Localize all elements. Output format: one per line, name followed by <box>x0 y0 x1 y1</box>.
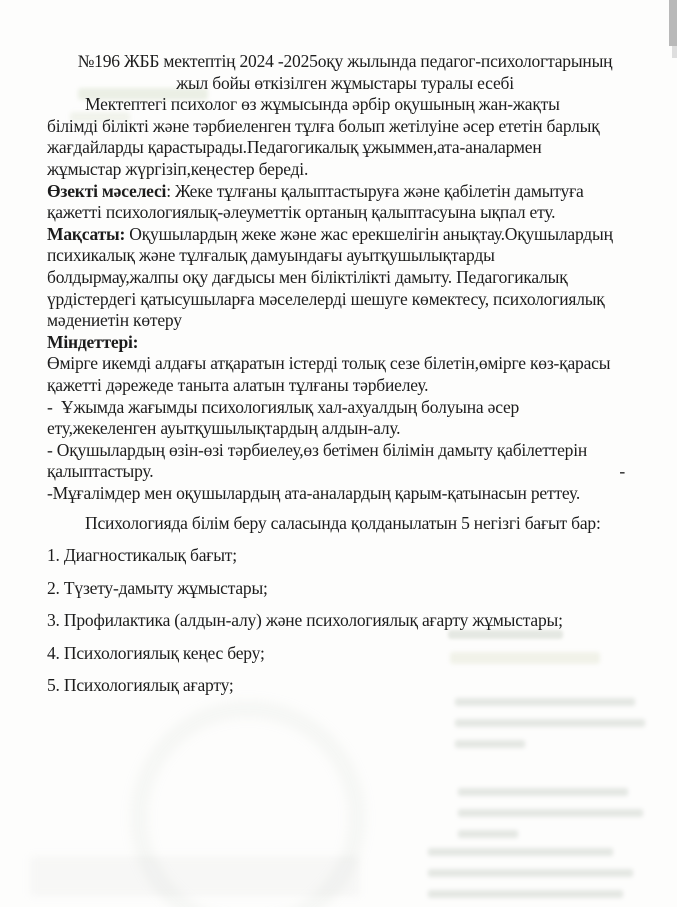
paper-noise-ghost <box>30 856 360 896</box>
ghost-text-line <box>428 890 623 898</box>
ghost-text-line <box>458 788 628 796</box>
objectives-line-4: ету,жекеленген ауытқушылықтардың алдын-алу. <box>47 418 401 439</box>
goal-line-3: болдырмау,жалпы оқу дағдысы мен біліктілікті дамыту. Педагогикалық <box>47 266 568 287</box>
intro-line-2: білімді білікті және тәрбиеленген тұлға болып жетілуіне әсер ететін барлық <box>47 115 600 136</box>
objectives-line-3: - Ұжымда жағымды психологиялық хал-ахуалдың болуына әсер <box>47 396 520 417</box>
goal-label: Мақсаты: <box>47 223 126 244</box>
issue-line-1 <box>47 181 643 203</box>
bleed-through-text-block <box>428 848 638 907</box>
report-title-line-1: №196 ЖББ мектептің 2024 -2025оқу жылында педагог-психологтарының <box>77 51 613 71</box>
direction-item-1: 1. Диагностикалық бағыт; <box>47 545 237 566</box>
stray-dash: - <box>619 461 625 482</box>
goal-line-5: мәдениетін көтеру <box>47 310 182 331</box>
issue-line-2: қажетті психологиялық-әлеуметтік ортаның қалыптасуына ықпал ету. <box>47 202 556 223</box>
goal-line-2: психикалық және тұлғалық дамуындағы ауытқушылықтарды <box>47 245 495 266</box>
scan-edge-artifact-light <box>672 46 677 58</box>
objectives-line-2: қажетті дәрежеде таныта алатын тұлғаны тәрбиелеу. <box>47 374 429 395</box>
objectives-line-1: Өмірге икемді алдағы атқаратын істерді толық сезе білетін,өмірге көз-қарасы <box>47 353 611 374</box>
objectives-line-7: -Мұғалімдер мен оқушылардың ата-аналардың қарым-қатынасын реттеу. <box>47 482 581 503</box>
ghost-text-line <box>455 740 525 748</box>
goal-text: Оқушылардың жеке және жас ерекшелігін анықтау.Оқушылардың <box>125 223 613 244</box>
ghost-text-line <box>428 869 633 877</box>
bleed-through-text-block <box>458 788 648 851</box>
issue-text: : Жеке тұлғаны қалыптастыруға және қабілетін дамытуға <box>166 180 584 201</box>
document-body <box>47 51 643 697</box>
objectives-line-5: - Оқушылардың өзін-өзі тәрбиелеу,өз бетімен білімін дамыту қабілеттерін <box>47 439 588 460</box>
ghost-text-line <box>455 719 645 727</box>
bleed-through-text-block <box>455 698 645 761</box>
ghost-text-line <box>458 830 518 838</box>
intro-line-1: Мектептегі психолог өз жұмысында әрбір оқушының жан-жақты <box>85 94 560 115</box>
direction-item-2: 2. Түзету-дамыту жұмыстары; <box>47 577 268 598</box>
goal-line-1 <box>47 224 643 246</box>
intro-line-3: жағдайларды қарастырады.Педагогикалық ұжыммен,ата-аналармен <box>47 137 542 158</box>
scan-edge-artifact <box>669 0 677 46</box>
report-title-line-2: жыл бойы өткізілген жұмыстары туралы есебі <box>176 72 514 93</box>
objectives-line-6 <box>47 461 643 483</box>
direction-item-3: 3. Профилактика (алдын-алу) және психологиялық ағарту жұмыстары; <box>47 610 563 631</box>
direction-item-4: 4. Психологиялық кеңес беру; <box>47 642 265 663</box>
issue-label: Өзекті мәселесі <box>47 180 167 201</box>
goal-line-4: үрдістердегі қатысушыларға мәселелерді шешуге көмектесу, психологиялық <box>47 288 605 309</box>
intro-line-4: жұмыстар жүргізіп,кеңестер береді. <box>47 158 309 179</box>
directions-intro: Психологияда білім беру саласында қолданылатын 5 негізгі бағыт бар: <box>85 513 601 534</box>
ghost-text-line <box>458 809 643 817</box>
ghost-text-line <box>428 848 613 856</box>
ghost-text-line <box>455 698 635 706</box>
objectives-heading: Міндеттері: <box>47 331 139 352</box>
direction-item-5: 5. Психологиялық ағарту; <box>47 675 234 696</box>
objectives-line-6-text: қалыптастыру. <box>47 461 154 482</box>
